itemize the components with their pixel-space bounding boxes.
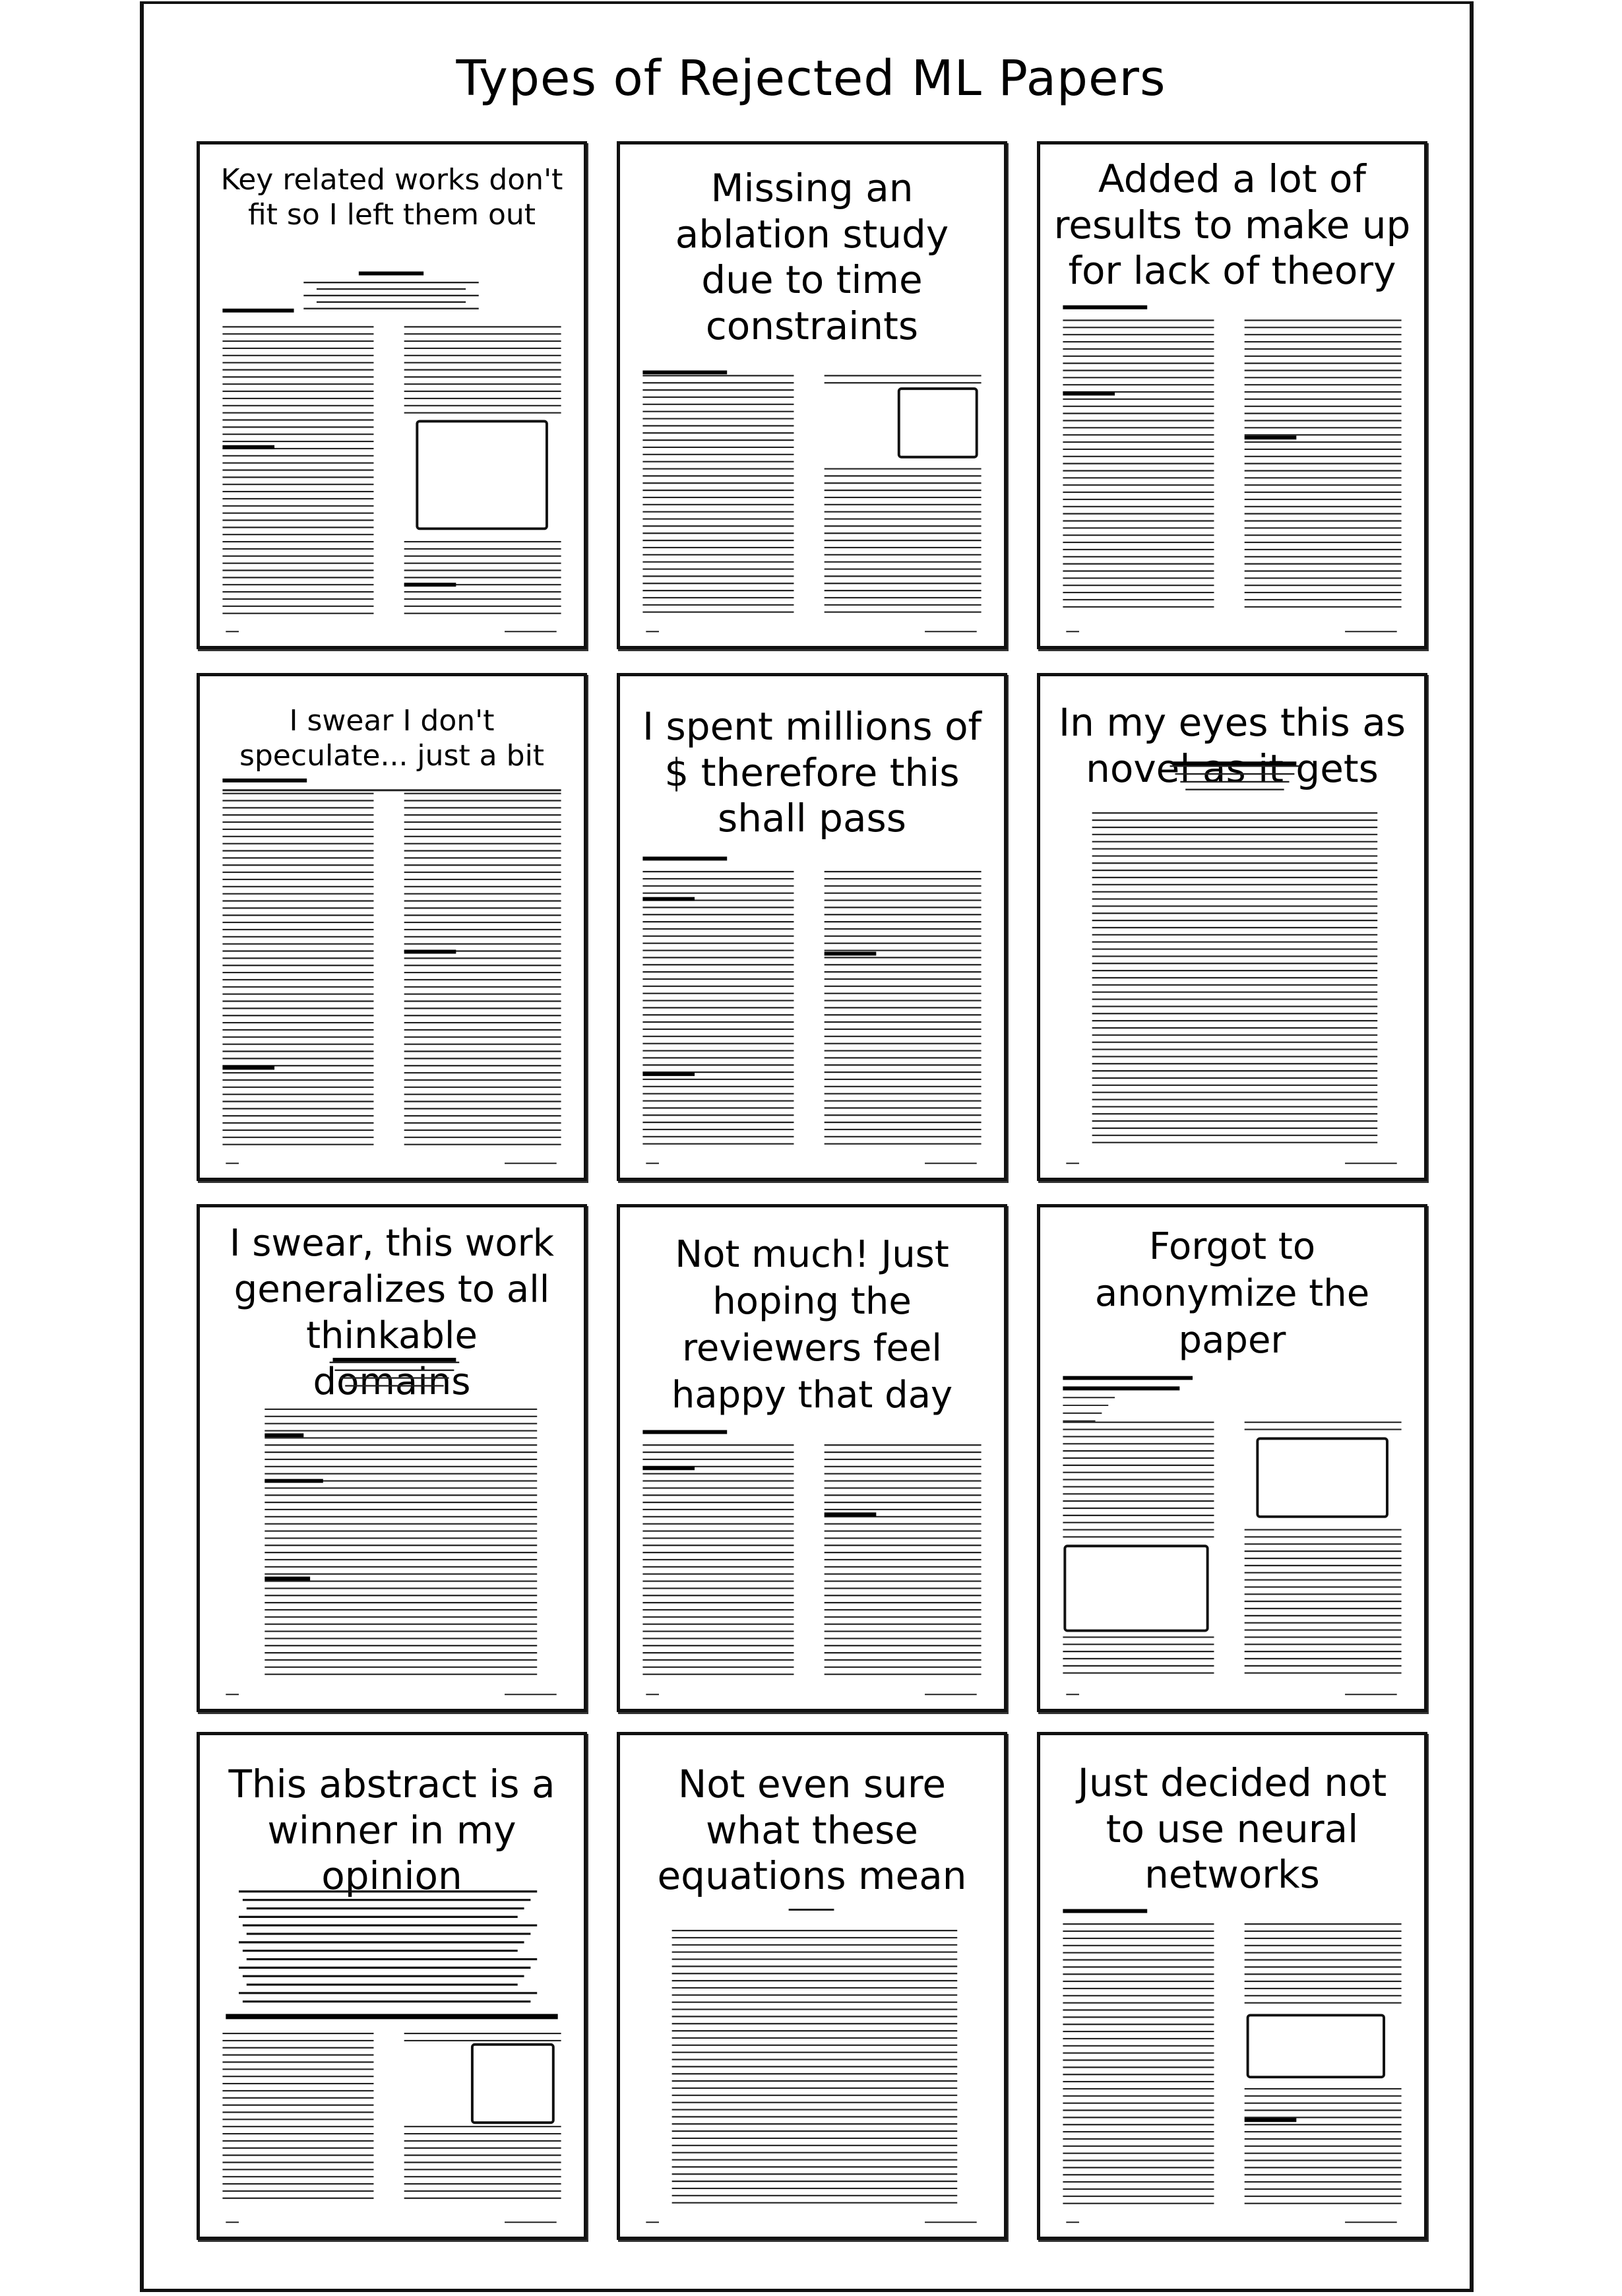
panel-caption: Forgot to anonymize the paper xyxy=(1094,1225,1370,1362)
paper-mockup xyxy=(1040,1735,1424,2237)
figure-box xyxy=(1248,2015,1384,2077)
panel-novel xyxy=(1037,673,1427,1181)
paper-mockup xyxy=(200,1735,584,2237)
paper-mockup xyxy=(200,144,584,646)
comic-title: Types of Rejected ML Papers xyxy=(456,50,1166,107)
panel-more-results xyxy=(1037,141,1427,649)
paper-mockup xyxy=(200,1207,584,1709)
paper-mockup xyxy=(200,676,584,1178)
panel-caption: Not much! Just hoping the reviewers feel happy that day xyxy=(671,1233,953,1417)
paper-mockup xyxy=(1040,1207,1424,1709)
panel-caption: I swear I don't speculate... just a bit xyxy=(239,704,545,773)
panel-caption: I swear, this work generalizes to all thinkable domains xyxy=(229,1222,555,1403)
panel-equations xyxy=(617,1732,1007,2240)
panel-no-neural-nets xyxy=(1037,1732,1427,2240)
panel-caption: In my eyes this as novel as it gets xyxy=(1059,700,1406,791)
paper-mockup xyxy=(620,144,1004,646)
panel-caption: Key related works don't fit so I left them out xyxy=(220,163,563,232)
panel-millions xyxy=(617,673,1007,1181)
panel-related-works xyxy=(197,141,587,649)
paper-mockup xyxy=(1040,144,1424,646)
paper-mockup xyxy=(620,676,1004,1178)
figure-box xyxy=(1065,1546,1207,1630)
panel-caption: Added a lot of results to make up for lack of theory xyxy=(1053,156,1411,294)
panel-caption: This abstract is a winner in my opinion xyxy=(228,1762,555,1899)
figure-box xyxy=(899,389,977,457)
panel-caption: Just decided not to use neural networks xyxy=(1077,1760,1387,1897)
paper-mockup xyxy=(1040,676,1424,1178)
panel-speculate xyxy=(197,673,587,1181)
panel-generalizes xyxy=(197,1204,587,1712)
panel-caption: I spent millions of $ therefore this shall pass xyxy=(642,704,982,841)
figure-box xyxy=(417,421,547,528)
paper-mockup xyxy=(620,1207,1004,1709)
paper-mockup xyxy=(620,1735,1004,2237)
panel-abstract-winner xyxy=(197,1732,587,2240)
panel-caption: Not even sure what these equations mean xyxy=(657,1762,967,1899)
panel-ablation xyxy=(617,141,1007,649)
figure-box xyxy=(472,2045,553,2122)
panel-caption: Missing an ablation study due to time constraints xyxy=(675,166,949,348)
panel-anonymize xyxy=(1037,1204,1427,1712)
panel-reviewers-happy xyxy=(617,1204,1007,1712)
figure-box xyxy=(1257,1438,1387,1516)
